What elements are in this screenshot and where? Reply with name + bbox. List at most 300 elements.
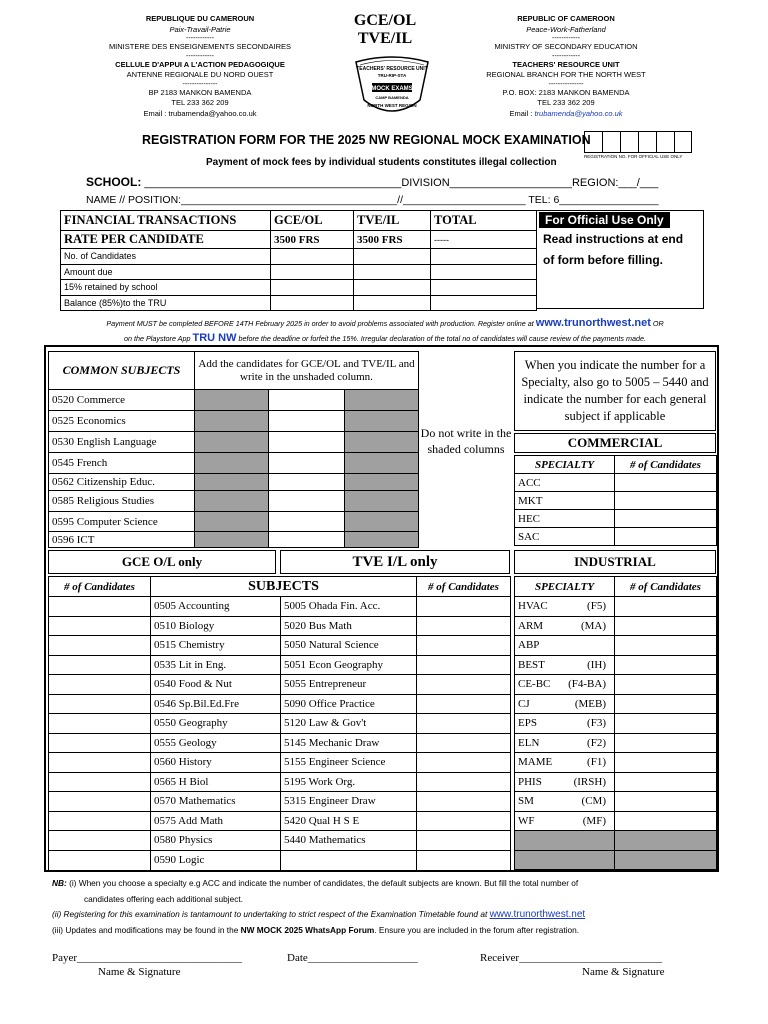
specialty-code: (F3) [587,717,606,730]
input-cell[interactable] [615,714,717,734]
note-1-text: (i) When you choose a specialty e.g ACC and indicate the number of candidates, the default subjects are known. But fill the total number of [69,878,579,888]
input-cell[interactable] [49,694,151,714]
receiver-field[interactable]: Receiver__________________________ [480,952,663,964]
input-cell[interactable] [269,390,345,411]
subject-name: 0525 Economics [49,411,195,432]
reg-number-label: REGISTRATION NO. FOR OFFICIAL USE ONLY [584,154,683,159]
table-row [49,694,511,714]
subject-name: 0530 English Language [49,432,195,453]
reg-box[interactable] [638,131,656,153]
specialty-code-name: HVAC [518,600,548,613]
table-cell: Balance (85%)to the TRU [61,295,271,311]
subject-name: 0520 Commerce [49,390,195,411]
table-row [61,249,537,265]
subject-name: 5120 Law & Gov't [281,714,417,734]
input-cell[interactable] [271,249,354,265]
table-row [49,733,511,753]
header-left-motto: Paix-Travail-Patrie [169,24,231,34]
input-cell[interactable] [269,491,345,512]
table-row [515,733,717,753]
input-cell[interactable] [615,675,717,695]
table-cell: No. of Candidates [61,249,271,265]
site-link[interactable]: www.trunorthwest.net [489,909,586,920]
specialty-code: (F1) [587,756,606,769]
common-title: COMMON SUBJECTS [49,352,195,390]
input-cell[interactable] [615,733,717,753]
commercial-table [514,455,717,546]
input-cell[interactable] [354,264,431,280]
table-row [49,352,419,390]
table-row [515,753,717,773]
table-row [49,491,419,512]
school-field[interactable] [86,175,658,189]
payment-note: Payment of mock fees by individual students constitutes illegal collection [206,157,557,168]
table-row [515,714,717,734]
subject-name: 0565 H Biol [151,772,281,792]
input-cell[interactable] [417,811,511,831]
specialty-name [515,675,615,695]
shaded-cell [615,850,717,870]
input-cell[interactable] [49,616,151,636]
table-row [515,850,717,870]
reg-box[interactable] [674,131,692,153]
table-cell: ----- [431,231,537,249]
input-cell[interactable] [417,733,511,753]
table-row [61,280,537,296]
input-cell[interactable] [49,792,151,812]
table-cell: Amount due [61,264,271,280]
input-cell[interactable] [269,474,345,491]
input-cell[interactable] [417,831,511,851]
header-right-motto: Peace-Work-Fatherland [526,24,606,34]
input-cell[interactable] [269,432,345,453]
shaded-cell [345,411,419,432]
specialty-name [515,792,615,812]
subject-name: 5315 Engineer Draw [281,792,417,812]
table-row [515,831,717,851]
input-cell[interactable] [615,694,717,714]
table-row [49,577,511,597]
shaded-cell [195,390,269,411]
input-cell[interactable] [417,694,511,714]
input-cell[interactable] [615,753,717,773]
header-left-address: BP 2183 MANKON BAMENDA [148,87,252,97]
header-right [456,14,676,119]
shaded-cell [345,532,419,548]
input-cell[interactable] [615,811,717,831]
specialty-name [515,694,615,714]
subject-name: 5051 Econ Geography [281,655,417,675]
official-title: For Official Use Only [539,212,670,228]
subject-name: 0540 Food & Nut [151,675,281,695]
input-cell[interactable] [269,453,345,474]
specialty-code-name: CE-BC [518,678,551,691]
table-row [515,694,717,714]
table-row [61,231,537,249]
specialty-name: SAC [515,528,615,546]
input-cell[interactable] [615,616,717,636]
subjects-table [48,576,511,871]
deadline-note [60,316,710,346]
table-row [515,474,717,492]
input-cell[interactable] [615,655,717,675]
table-row [49,811,511,831]
subject-name: 0515 Chemistry [151,636,281,656]
input-cell[interactable] [615,510,717,528]
payer-field[interactable]: Payer______________________________ [52,952,243,964]
table-row [49,636,511,656]
specialty-code: (MF) [582,814,606,827]
table-row [515,811,717,831]
table-row [49,411,419,432]
specialty-code-name: EPS [518,717,537,730]
svg-text:NORTH WEST REGION: NORTH WEST REGION [367,103,417,108]
input-cell[interactable] [417,675,511,695]
official-use-box [536,210,704,309]
shaded-cell [195,411,269,432]
header-right-unit: TEACHERS' RESOURCE UNIT [512,59,620,69]
school-blank[interactable]: __________________________________________DIVISION____________________REGION:___/___ [144,177,659,189]
forum-name: NW MOCK 2025 WhatsApp Forum [240,924,375,935]
table-row [515,492,717,510]
input-cell[interactable] [49,850,151,870]
tve-only-heading: TVE I/L only [280,550,510,574]
header-right-address: P.O. BOX: 2183 MANKON BAMENDA [502,87,630,97]
note-3-end: . Ensure you are included in the forum after registration. [374,924,580,935]
shaded-cell [195,432,269,453]
subject-name: 0545 French [49,453,195,474]
specialty-name [515,636,615,656]
input-cell[interactable] [49,714,151,734]
table-row [515,616,717,636]
specialty-code: (CM) [581,795,606,808]
subject-name: 5050 Natural Science [281,636,417,656]
shaded-cell [615,831,717,851]
header-right-branch: REGIONAL BRANCH FOR THE NORTH WEST [486,70,646,79]
table-header: GCE/OL [271,211,354,231]
subject-name: 5420 Qual H S E [281,811,417,831]
specialty-note: When you indicate the number for a Specialty, also go to 5005 – 5440 and indicate the number for each general subject if applicable [514,351,716,431]
commercial-title: COMMERCIAL [514,433,716,453]
table-row [515,456,717,474]
table-row [49,831,511,851]
input-cell[interactable] [431,249,537,265]
table-row [49,453,419,474]
table-row [49,675,511,695]
table-row [515,772,717,792]
specialty-name: MKT [515,492,615,510]
shaded-cell [515,850,615,870]
specialty-name [515,753,615,773]
shaded-cell [195,532,269,548]
header-right-email [456,109,676,120]
separator: ------------ [552,52,580,60]
specialty-code-name: MAME [518,756,553,769]
subject-name: 0562 Citizenship Educ. [49,474,195,491]
specialty-name [515,655,615,675]
specialty-name [515,772,615,792]
svg-text:CAMP BAMENDA: CAMP BAMENDA [375,95,409,100]
note-2 [52,907,752,923]
shaded-cell [195,474,269,491]
name-position-field[interactable]: NAME // POSITION:_____________________________________//_____________________ TEL: 6_________________ [86,194,659,206]
separator: ------------ [186,52,214,60]
subject-name: 0510 Biology [151,616,281,636]
table-row [49,432,419,453]
industrial-title: INDUSTRIAL [514,550,716,574]
input-cell[interactable] [417,753,511,773]
specialty-code: (MEB) [574,697,606,710]
input-cell[interactable] [269,532,345,548]
email-link[interactable]: trubamenda@yahoo.co.uk [534,108,623,118]
nb-label: NB: [52,878,67,888]
subject-name: 0575 Add Math [151,811,281,831]
input-cell[interactable] [269,512,345,532]
subject-name: 5195 Work Org. [281,772,417,792]
separator: ------------ [552,35,580,42]
input-cell[interactable] [417,616,511,636]
input-cell[interactable] [417,792,511,812]
header-left-branch: ANTENNE REGIONALE DU NORD OUEST [126,70,274,79]
table-header: SPECIALTY [515,456,615,474]
empty-cell [417,850,511,870]
deadline-text-3: on the Playstore App [124,334,193,343]
table-cell: RATE PER CANDIDATE [61,231,271,249]
reg-box[interactable] [656,131,674,153]
input-cell[interactable] [271,295,354,311]
table-row [49,390,419,411]
specialty-name [515,597,615,617]
shaded-cell [345,453,419,474]
input-cell[interactable] [49,636,151,656]
table-row [61,295,537,311]
input-cell[interactable] [615,792,717,812]
note-2-text: (ii) Registering for this examination is tantamount to undertaking to strict respect of the Examination Timetable found at [52,909,490,919]
input-cell[interactable] [49,831,151,851]
deadline-text-2: OR [650,319,664,328]
input-cell[interactable] [615,597,717,617]
input-cell[interactable] [615,528,717,546]
table-header: SUBJECTS [151,577,417,597]
specialty-name [515,616,615,636]
subject-name: 0560 History [151,753,281,773]
table-row [515,636,717,656]
header-left [90,14,310,119]
notes [52,876,752,938]
input-cell[interactable] [354,280,431,296]
table-header: TOTAL [431,211,537,231]
table-header: # of Candidates [615,577,717,597]
table-cell: 3500 FRS [271,231,354,249]
shaded-cell [345,474,419,491]
exam-title [330,12,440,48]
subject-name: 0580 Physics [151,831,281,851]
input-cell[interactable] [417,655,511,675]
table-row [61,211,537,231]
table-row [49,512,419,532]
specialty-name [515,714,615,734]
table-row [49,616,511,636]
table-header: SPECIALTY [515,577,615,597]
svg-text:TRU-RIP-STA: TRU-RIP-STA [377,73,407,78]
shaded-cell [195,491,269,512]
shaded-note: Do not write in the shaded columns [420,426,512,456]
header-right-country: REPUBLIC OF CAMEROON [517,14,615,23]
specialty-code: (F4-BA) [568,678,606,691]
note-3 [52,923,752,939]
input-cell[interactable] [615,492,717,510]
specialty-code: (F2) [587,736,606,749]
subject-name: 0550 Geography [151,714,281,734]
tru-logo [350,56,434,118]
subject-name: 0570 Mathematics [151,792,281,812]
subject-name: 5020 Bus Math [281,616,417,636]
input-cell[interactable] [431,264,537,280]
input-cell[interactable] [431,295,537,311]
input-cell[interactable] [49,597,151,617]
shaded-cell [345,432,419,453]
subject-name: 5005 Ohada Fin. Acc. [281,597,417,617]
exam-title-tve: TVE/IL [357,30,413,47]
table-cell: 15% retained by school [61,280,271,296]
specialty-name: ACC [515,474,615,492]
common-subjects-table [48,351,419,548]
shaded-cell [345,390,419,411]
reg-box[interactable] [620,131,638,153]
header-right-tel: TEL 233 362 209 [537,98,595,107]
specialty-code-name: BEST [518,658,545,671]
table-row [515,792,717,812]
reg-number-boxes [584,131,692,153]
separator: ------------ [186,35,214,42]
specialty-code-name: PHIS [518,775,542,788]
subject-name: 5090 Office Practice [281,694,417,714]
note-3-text: (iii) Updates and modifications may be found in the [52,924,241,935]
site-link[interactable]: www.trunorthwest.net [535,317,651,329]
specialty-code-name: CJ [518,697,530,710]
note-1b: candidates offering each additional subject. [84,893,243,904]
input-cell[interactable] [269,411,345,432]
subject-name: 5145 Mechanic Draw [281,733,417,753]
specialty-code: (IH) [587,658,606,671]
input-cell[interactable] [49,733,151,753]
input-cell[interactable] [615,474,717,492]
table-header: # of Candidates [417,577,511,597]
school-label: SCHOOL: [86,175,142,189]
shaded-cell [195,512,269,532]
subject-name: 0555 Geology [151,733,281,753]
subject-name: 0590 Logic [151,850,281,870]
table-row [49,792,511,812]
note-1 [52,876,752,892]
header-right-ministry: MINISTRY OF SECONDARY EDUCATION [494,42,638,51]
table-row [515,577,717,597]
input-cell[interactable] [417,714,511,734]
shaded-cell [345,512,419,532]
table-row [49,772,511,792]
date-field[interactable]: Date____________________ [287,952,418,964]
gce-only-heading: GCE O/L only [48,550,276,574]
table-row [49,850,511,870]
table-header: TVE/IL [354,211,431,231]
table-header: # of Candidates [615,456,717,474]
app-name: TRU NW [192,332,237,344]
input-cell[interactable] [49,772,151,792]
header-left-country: REPUBLIQUE DU CAMEROUN [145,14,255,23]
table-row [61,264,537,280]
input-cell[interactable] [417,597,511,617]
subject-name: 5440 Mathematics [281,831,417,851]
input-cell[interactable] [354,249,431,265]
table-header: FINANCIAL TRANSACTIONS [61,211,271,231]
input-cell[interactable] [417,772,511,792]
table-row [49,655,511,675]
payer-sub: Name & Signature [98,966,181,978]
subject-name: 0585 Religious Studies [49,491,195,512]
input-cell[interactable] [49,753,151,773]
input-cell[interactable] [417,636,511,656]
input-cell[interactable] [271,280,354,296]
reg-box[interactable] [602,131,620,153]
table-row [49,714,511,734]
specialty-code-name: SM [518,795,534,808]
input-cell[interactable] [49,655,151,675]
receiver-sub: Name & Signature [582,966,665,978]
specialty-name: HEC [515,510,615,528]
header-left-tel: TEL 233 362 209 [171,98,229,107]
table-row [49,474,419,491]
input-cell[interactable] [49,811,151,831]
exam-title-gce: GCE/OL [353,12,417,29]
input-cell[interactable] [615,772,717,792]
header-left-ministry: MINISTERE DES ENSEIGNEMENTS SECONDAIRES [108,42,292,51]
separator: --------------- [182,80,218,88]
specialty-code-name: ELN [518,736,540,749]
shaded-cell [195,453,269,474]
table-row [515,655,717,675]
specialty-code: (MA) [580,619,606,632]
shaded-cell [345,491,419,512]
table-row [49,597,511,617]
input-cell[interactable] [271,264,354,280]
shaded-cell [515,831,615,851]
specialty-name [515,733,615,753]
specialty-code: (F5) [587,600,606,613]
form-title: REGISTRATION FORM FOR THE 2025 NW REGIONAL MOCK EXAMINATION [142,133,591,147]
subject-name: 0596 ICT [49,532,195,548]
reg-box[interactable] [584,131,602,153]
table-cell: 3500 FRS [354,231,431,249]
table-row [515,597,717,617]
specialty-code-name: WF [518,814,535,827]
specialty-code-name: ABP [518,639,540,652]
input-cell[interactable] [431,280,537,296]
table-row [515,510,717,528]
input-cell[interactable] [49,675,151,695]
svg-text:TEACHERS' RESOURCE UNIT: TEACHERS' RESOURCE UNIT [356,66,428,72]
deadline-text-1: Payment MUST be completed BEFORE 14TH February 2025 in order to avoid problems associated with production. Register online at [106,319,536,328]
industrial-table [514,576,717,870]
header-left-email: Email : trubamenda@yahoo.co.uk [143,108,257,118]
input-cell[interactable] [615,636,717,656]
deadline-text-4: before the deadline or forfeit the 15%. Irregular declaration of the total no of candidates will cause review of the payments made. [236,334,646,343]
input-cell[interactable] [354,295,431,311]
table-row [49,532,419,548]
specialty-code: (IRSH) [573,775,606,788]
header-left-unit: CELLULE D'APPUI A L'ACTION PEDAGOGIQUE [115,59,285,69]
subject-name: 0535 Lit in Eng. [151,655,281,675]
specialty-code-name: ARM [518,619,544,632]
